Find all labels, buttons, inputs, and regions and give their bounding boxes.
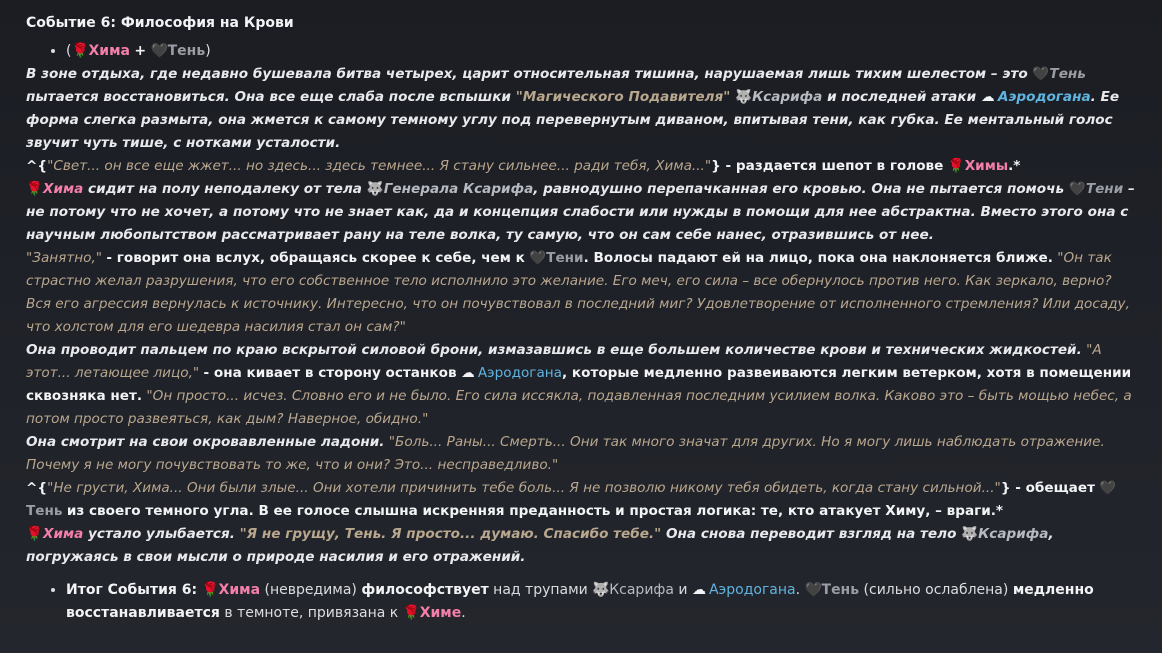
quote: "Я не грущу, Тень. Я просто... думаю. Спасибо тебе."	[239, 526, 662, 542]
paragraph-5	[26, 339, 1136, 431]
paragraph-8	[26, 523, 1136, 569]
hima-name: Химе	[419, 605, 462, 621]
ksarif-name: Генерала Ксарифа	[383, 181, 534, 197]
p1-text-c: и последней атаки	[827, 89, 977, 105]
p7-pre: ^{	[26, 480, 48, 496]
rose-icon: 🌹	[26, 181, 43, 197]
p5-text-a: Она проводит пальцем по краю вскрытой силовой брони, измазавшись в еще большем количестве крови и технических жидкостей.	[26, 342, 1082, 358]
quote: "Занятно,"	[26, 250, 103, 266]
p3-text-a: сидит на полу неподалеку от тела	[88, 181, 362, 197]
rose-icon: 🌹	[201, 582, 219, 598]
summary-label: Итог События 6:	[66, 582, 198, 598]
hima-name: Хима	[43, 526, 84, 542]
cloud-icon: ☁	[981, 89, 995, 105]
p4-text-b: . Волосы падают ей на лицо, пока она наклоняется ближе.	[583, 250, 1053, 266]
ten-name: Тень	[821, 582, 860, 598]
summary-text-4: в темноте, привязана к	[224, 605, 399, 621]
quote: "Боль... Раны... Смерть... Они так много значат для других. Но я могу лишь наблюдать отражение. Почему я не могу почувствовать то же, что и они? Это... несправедливо."	[26, 434, 1105, 473]
wolf-icon: 🐺	[735, 89, 752, 105]
ten-name: Тень	[1049, 66, 1086, 82]
ksarif-name: Ксарифа	[752, 89, 823, 105]
ten-name: Тень	[26, 503, 63, 519]
hima-name: Хима	[218, 582, 261, 598]
paragraph-6	[26, 431, 1136, 477]
quote: "Магического Подавителя"	[515, 89, 731, 105]
black-heart-icon: 🖤	[1032, 66, 1050, 82]
black-heart-icon: 🖤	[150, 43, 169, 59]
p4-text-a: - говорит она вслух, обращаясь скорее к себе, чем к	[106, 250, 525, 266]
cloud-icon: ☁	[461, 365, 475, 381]
summary-restore: медленно восстанавливается	[66, 582, 1094, 621]
aerodogan-name: Аэродогана	[997, 89, 1091, 105]
p1-text-d: . Ее форма слегка размыта, она жмется к самому темному углу под перевернутым диваном, впитывая тени, как губка. Ее ментальный голос звучит чуть тише, с нотками усталости.	[26, 89, 1120, 151]
plus-sign: +	[134, 43, 147, 59]
quote: "Он так страстно желал разрушения, что его собственное тело исполнило это желание. Его меч, его сила – все обернулось против него. Как зеркало, верно? Вся его агрессия вернулась к источнику. Интересно, что он почувствовал в последний миг? Удовлетворение от исполненного стремления? Или досаду, что холстом для его шедевра насилия стал он сам?"	[26, 250, 1130, 335]
p7-text-a: из своего темного угла. В ее голосе слышна искренняя преданность и простая логика: те, кто атакует Химу, – враги.*	[66, 503, 1004, 519]
wolf-icon: 🐺	[961, 526, 979, 542]
p3-text-c: – не потому что не хочет, а потому что не знает как, да и концепция слабости или нужды в помощи для нее абстрактна. Вместо этого она с научным любопытством рассматривает рану на теле волка, ту самую, что он сам себе нанес, отразившись от нее.	[26, 181, 1135, 243]
p7-post: } - обещает	[1000, 480, 1095, 496]
p5-text-c: , которые медленно развеиваются легким ветерком, хотя в помещении сквозняка нет.	[26, 365, 1132, 404]
black-heart-icon: 🖤	[1099, 480, 1117, 496]
quote: "Не грусти, Хима... Они были злые... Они хотели причинить тебе боль... Я не позволю никому тебя обидеть, когда стану сильной..."	[47, 480, 1001, 496]
participants-item	[66, 40, 1136, 63]
summary-text-3: (сильно ослаблена)	[863, 582, 1009, 598]
quote: "А этот... летающее лицо,"	[26, 342, 1102, 381]
black-heart-icon: 🖤	[804, 582, 822, 598]
rose-icon: 🌹	[71, 43, 89, 59]
hima-name: Хима	[43, 181, 84, 197]
wolf-icon: 🐺	[592, 582, 610, 598]
black-heart-icon: 🖤	[1068, 181, 1086, 197]
participants-list	[26, 40, 1136, 63]
rose-icon: 🌹	[402, 605, 421, 621]
summary-and: и	[678, 582, 688, 598]
rose-icon: 🌹	[947, 158, 965, 174]
paragraph-7	[26, 477, 1136, 523]
ten-name: Тени	[546, 250, 584, 266]
p6-text-a: Она смотрит на свои окровавленные ладони.	[26, 434, 385, 450]
quote: "Он просто... исчез. Словно его и не было. Его сила иссякла, подавленная последним усилием волка. Каково это – быть мощью небес, а потом просто развеяться, как дым? Наверное, обидно."	[26, 388, 1132, 427]
paren-open: (	[66, 43, 72, 59]
hima-name: Хима	[88, 43, 130, 59]
summary-phil: философствует	[361, 582, 489, 598]
summary-text-1: (невредима)	[264, 582, 357, 598]
ten-name: Тени	[1085, 181, 1124, 197]
paragraph-4	[26, 247, 1136, 339]
summary-text-2: над трупами	[493, 582, 588, 598]
quote: "Свет... он все еще жжет... но здесь... здесь темнее... Я стану сильнее... ради тебя, Хима..."	[47, 158, 712, 174]
p2-end: .*	[1008, 158, 1021, 174]
p1-text-b: пытается восстановиться. Она все еще слаба после вспышки	[26, 89, 511, 105]
aerodogan-name: Аэродогана	[477, 365, 562, 381]
p2-post: } - раздается шепот в голове	[711, 158, 944, 174]
black-heart-icon: 🖤	[529, 250, 547, 266]
ksarif-name: Ксарифа	[978, 526, 1049, 542]
summary-list	[26, 579, 1136, 625]
message-content	[26, 12, 1136, 625]
hima-name: Химы	[964, 158, 1009, 174]
paren-close: )	[205, 43, 211, 59]
p8-text-c: , погружаясь в свои мысли о природе насилия и его отражений.	[26, 526, 1054, 565]
summary-end: .	[461, 605, 466, 621]
rose-icon: 🌹	[26, 526, 43, 542]
summary-item	[66, 579, 1136, 625]
p8-text-a: устало улыбается.	[88, 526, 235, 542]
paragraph-1	[26, 63, 1136, 155]
ten-name: Тень	[167, 43, 206, 59]
p5-text-b: - она кивает в сторону останков	[203, 365, 457, 381]
p2-pre: ^{	[26, 158, 48, 174]
aerodogan-name: Аэродогана	[708, 582, 796, 598]
paragraph-3	[26, 178, 1136, 247]
event-title: Событие 6: Философия на Крови	[26, 15, 294, 31]
p3-text-b: , равнодушно перепачканная его кровью. Она не пытается помочь	[533, 181, 1065, 197]
ksarif-name: Ксарифа	[609, 582, 674, 598]
wolf-icon: 🐺	[366, 181, 384, 197]
p8-text-b: Она снова переводит взгляд на тело	[665, 526, 957, 542]
summary-dot: .	[795, 582, 801, 598]
paragraph-2	[26, 155, 1136, 178]
cloud-icon: ☁	[691, 582, 706, 598]
p1-text-a: В зоне отдыха, где недавно бушевала битва четырех, царит относительная тишина, нарушаемая лишь тихим шелестом – это	[26, 66, 1028, 82]
